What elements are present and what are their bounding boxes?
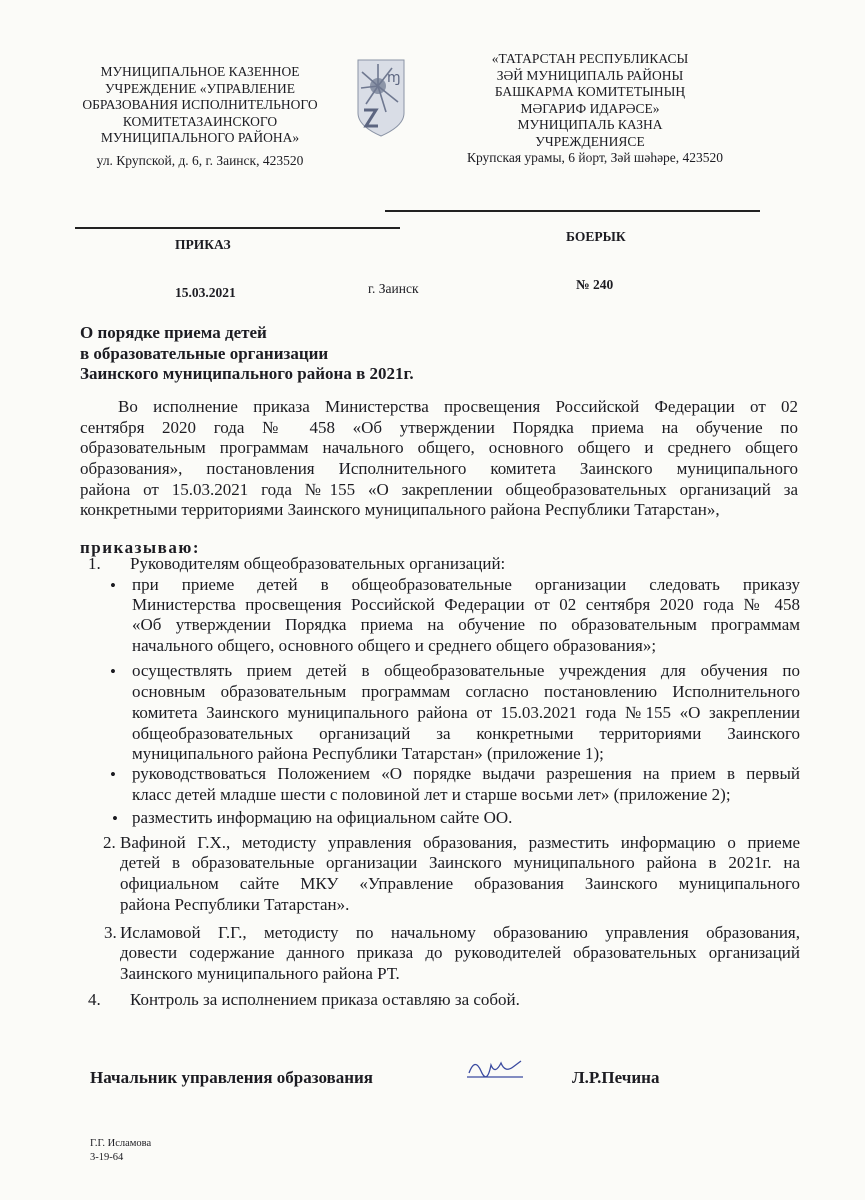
doc-date: 15.03.2021 xyxy=(175,285,236,300)
body-line: Исламовой Г.Г., методисту по начальному образованию управления образования, xyxy=(120,923,800,942)
body-line: детей в образовательные организации Заинского муниципального района в 2021г. на xyxy=(120,853,800,872)
right-org-line: МУНИЦИПАЛЬ КАЗНА xyxy=(517,117,663,132)
left-org-line: УЧРЕЖДЕНИЕ «УПРАВЛЕНИЕ xyxy=(105,80,295,96)
body-line: конкретными территориями Заинского муниципального района Республики Татарстан», xyxy=(80,500,720,519)
body-line: района Республики Татарстан». xyxy=(120,895,350,914)
list-number: 3. xyxy=(104,923,117,942)
body-line: образовательным программам начального общего, основного общего и среднего общего xyxy=(80,438,798,457)
body-line: сентября 2020 года № 458 «Об утверждении Порядка приема на обучение по xyxy=(80,418,798,437)
title-line: Заинского муниципального района в 2021г. xyxy=(80,364,414,383)
right-address: Крупская урамы, 6 йорт, Зәй шәһәре, 423520 xyxy=(466,150,724,165)
doc-type-ru: ПРИКАЗ xyxy=(175,237,231,252)
body-line: Руководителям общеобразовательных организаций: xyxy=(130,554,506,573)
right-org-line: «ТАТАРСТАН РЕСПУБЛИКАСЫ xyxy=(491,51,689,66)
body-line: разместить информацию на официальном сайте ОО. xyxy=(132,808,513,827)
divider-right xyxy=(385,210,760,212)
title-line: в образовательные организации xyxy=(80,343,329,363)
right-org-line: БАШКАРМА КОМИТЕТЫНЫҢ xyxy=(494,84,686,99)
left-org-line: МУНИЦИПАЛЬНОЕ КАЗЕННОЕ xyxy=(100,64,300,79)
body-line: официальном сайте МКУ «Управление образования Заинского муниципального xyxy=(120,874,800,893)
executor-name: Г.Г. Исламова xyxy=(90,1138,152,1149)
doc-type-tt: БОЕРЫК xyxy=(566,229,626,244)
right-org-name xyxy=(450,51,730,150)
body-line: осуществлять прием детей в общеобразовательные учреждения для обучения по xyxy=(132,661,800,680)
doc-city: г. Заинск xyxy=(368,281,419,296)
bullet-icon: • xyxy=(110,576,116,595)
title-line: О порядке приема детей xyxy=(80,323,267,342)
body-line: руководствоваться Положением «О порядке выдачи разрешения на прием в первый xyxy=(132,764,800,783)
doc-number: № 240 xyxy=(576,277,614,292)
bullet-icon: • xyxy=(110,765,116,784)
right-org-line: МӘГАРИФ ИДАРӘСЕ» xyxy=(520,100,660,116)
left-org-name xyxy=(60,64,340,147)
body-line: основным образовательным программам согласно постановлению Исполнительного xyxy=(132,682,800,701)
body-line: Во исполнение приказа Министерства просвещения Российской Федерации от 02 xyxy=(118,397,798,416)
svg-text:ɱ: ɱ xyxy=(387,70,401,86)
left-address: ул. Крупской, д. 6, г. Заинск, 423520 xyxy=(96,153,304,168)
signature-name: Л.Р.Печина xyxy=(572,1068,660,1087)
body-line: при приеме детей в общеобразовательные организации следовать приказу xyxy=(132,575,800,594)
right-org-line: УЧРЕЖДЕНИЯСЕ xyxy=(535,133,645,149)
divider-left xyxy=(75,227,400,229)
right-org-line: ЗӘЙ МУНИЦИПАЛЬ РАЙОНЫ xyxy=(496,67,684,83)
handwritten-signature xyxy=(465,1053,525,1088)
body-line: общеобразовательных организаций за конкретными территориями Заинского xyxy=(132,724,800,743)
footer xyxy=(90,1137,151,1165)
body-line: Министерства просвещения Российской Федерации от 02 сентября 2020 года № 458 xyxy=(132,595,800,614)
list-number: 2. xyxy=(103,833,116,852)
body-line: района от 15.03.2021 года №155 «О закреплении общеобразовательных организаций за xyxy=(80,480,798,499)
body-line: Вафиной Г.Х., методисту управления образования, разместить информацию о приеме xyxy=(120,833,800,852)
signature-position: Начальник управления образования xyxy=(90,1068,373,1087)
body-line: «Об утверждении Порядка приема на обучение по образовательным программам xyxy=(132,615,800,634)
body-line: Заинского муниципального района РТ. xyxy=(120,964,400,983)
left-org-line: МУНИЦИПАЛЬНОГО РАЙОНА» xyxy=(100,130,300,145)
left-org-line: ОБРАЗОВАНИЯ ИСПОЛНИТЕЛЬНОГО xyxy=(82,97,318,112)
executor-phone: 3-19-64 xyxy=(90,1152,124,1163)
list-number: 1. xyxy=(88,554,101,573)
bullet-icon: • xyxy=(110,662,116,681)
coat-of-arms-icon xyxy=(356,58,406,143)
body-line: Контроль за исполнением приказа оставляю за собой. xyxy=(130,990,520,1009)
body-line: образования», постановления Исполнительного комитета Заинского муниципального xyxy=(80,459,798,478)
body-line: приказываю: xyxy=(80,538,201,557)
body-line: класс детей младше шести с половиной лет и старше восьми лет» (приложение 2); xyxy=(132,785,731,804)
bullet-icon: • xyxy=(112,809,118,828)
body-line: довести содержание данного приказа до руководителей образовательных организаций xyxy=(120,943,800,962)
left-org-line: КОМИТЕТАЗАИНСКОГО xyxy=(122,113,278,129)
body-line: муниципального района Республики Татарстан» (приложение 1); xyxy=(132,744,604,763)
body-line: комитета Заинского муниципального района от 15.03.2021 года №155 «О закреплении xyxy=(132,703,800,722)
list-number: 4. xyxy=(88,990,101,1009)
doc-title xyxy=(80,323,414,385)
body-line: начального общего, основного общего и среднего общего образования»; xyxy=(132,636,657,655)
